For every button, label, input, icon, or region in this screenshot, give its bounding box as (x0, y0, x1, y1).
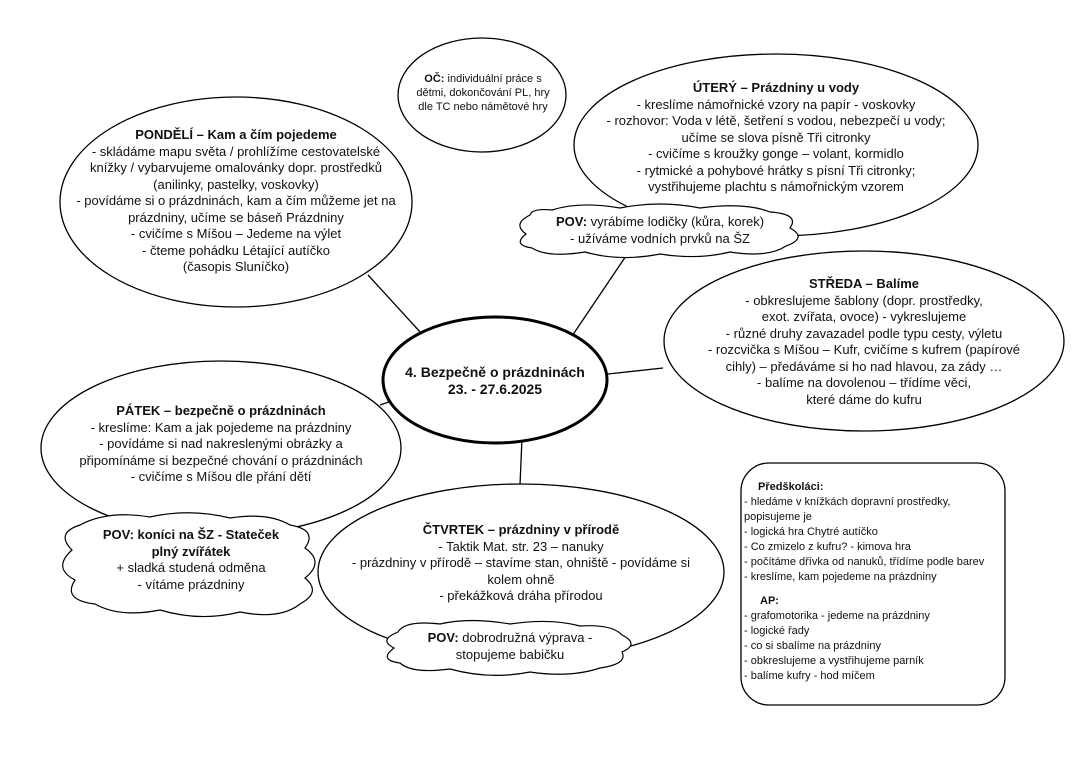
ap-title: AP: (760, 595, 779, 607)
friday-pov-text (66, 527, 316, 593)
monday-title: PONDĚLÍ (135, 127, 193, 142)
tuesday-line: vystřihujeme plachtu s námořnickým vzorem (648, 179, 904, 194)
oc-line-2: dětmi, dokončování PL, hry (416, 87, 550, 99)
friday-text (46, 403, 396, 486)
thursday-line: - překážková dráha přírodou (439, 588, 603, 603)
tuesday-title: ÚTERÝ – Prázdniny u vody (692, 80, 860, 95)
friday-pov-line-3: + sladká studená odměna (116, 560, 266, 575)
thursday-title: ČTVRTEK (422, 522, 485, 537)
friday-line: - cvičíme s Míšou dle přání dětí (130, 469, 312, 484)
monday-line: - cvičíme s Míšou – Jedeme na výlet (130, 226, 342, 241)
tuesday-line: - kreslíme námořnické vzory na papír - voskovky (636, 96, 916, 112)
monday-line: prázdniny, učíme se báseň Prázdniny (128, 209, 344, 225)
wednesday-line: - rozcvička s Míšou – Kufr, cvičíme s kufrem (papírové (707, 342, 1021, 357)
tuesday-text (576, 80, 976, 196)
center-title: 4. Bezpečně o prázdninách (405, 364, 585, 380)
thursday-subtitle: – prázdniny v přírodě (484, 522, 620, 537)
connector-tuesday (568, 250, 630, 342)
tuesday-pov-line-2: - užíváme vodních prvků na ŠZ (570, 230, 750, 246)
ap-item: - logické řady (744, 625, 810, 637)
friday-title: PÁTEK – bezpečně o prázdninách (116, 403, 326, 418)
wednesday-line: exot. zvířata, ovoce) - vykreslujeme (761, 309, 967, 324)
preschool-item: popisujeme je (744, 511, 812, 523)
friday-line: připomínáme si bezpečné chování o prázdninách (79, 452, 363, 468)
wednesday-line: - obkreslujeme šablony (dopr. prostředky, (745, 292, 983, 308)
tuesday-pov-lead: POV: (555, 214, 588, 229)
monday-line: - čteme pohádku Létající autíčko (142, 242, 330, 258)
oc-text (403, 72, 563, 114)
tuesday-line: - rytmické a pohybové hrátky s písní Tři citronky; (636, 162, 916, 178)
tuesday-pov-text (540, 214, 780, 247)
friday-line: - kreslíme: Kam a jak pojedeme na prázdniny (90, 419, 352, 435)
oc-lead: OČ: (424, 73, 445, 85)
ap-item: - grafomotorika - jedeme na prázdniny (744, 610, 930, 622)
thursday-pov-lead: POV: (427, 630, 459, 645)
ap-item: - balíme kufry - hod míčem (744, 670, 875, 682)
friday-pov-line-2: plný zvířátek (151, 543, 231, 559)
thursday-pov-line-1: dobrodružná výprava - (458, 630, 593, 645)
wednesday-title: STŘEDA – Balíme (808, 276, 920, 291)
tuesday-line: učíme se slova písně Tři citronky (681, 129, 871, 145)
tuesday-line: - rozhovor: Voda v létě, šetření s vodou, nebezpečí u vody; (606, 113, 946, 128)
preschool-item: - hledáme v knížkách dopravní prostředky, (744, 496, 951, 508)
wednesday-line: - různé druhy zavazadel podle typu cesty, výletu (725, 325, 1003, 341)
connector-wednesday (608, 368, 663, 374)
thursday-text (326, 522, 716, 605)
wednesday-line: které dáme do kufru (806, 391, 922, 407)
wednesday-line: - balíme na dovolenou – třídíme věci, (757, 375, 971, 390)
oc-line-3: dle TC nebo námětové hry (418, 101, 548, 113)
preschool-item: - logická hra Chytré autíčko (744, 526, 878, 538)
friday-line: - povídáme si nad nakreslenými obrázky a (99, 436, 343, 451)
wednesday-line: cihly) – předáváme si ho nad hlavou, za zády … (725, 358, 1003, 374)
connector-thursday (520, 438, 522, 485)
tuesday-line: - cvičíme s kroužky gonge – volant, kormidlo (648, 146, 904, 161)
monday-subtitle: – Kam a čím pojedeme (193, 127, 337, 142)
preschool-item: - Co zmizelo z kufru? - kimova hra (744, 541, 911, 553)
monday-line: - povídáme si o prázdninách, kam a čím můžeme jet na (76, 193, 396, 208)
monday-line: knížky / vybarvujeme omalovánky dopr. prostředků (90, 160, 382, 175)
friday-pov-line-4: - vítáme prázdniny (137, 576, 245, 592)
ap-item: - obkreslujeme a vystřihujeme parník (744, 655, 924, 667)
oc-line-1: individuální práce s (444, 73, 542, 85)
center-dates: 23. - 27.6.2025 (447, 381, 543, 397)
thursday-line: - prázdniny v přírodě – stavíme stan, ohniště - povídáme si (351, 555, 691, 570)
ap-item: - co si sbalíme na prázdniny (744, 640, 881, 652)
thursday-line: - Taktik Mat. str. 23 – nanuky (438, 538, 604, 554)
monday-text (66, 127, 406, 276)
tuesday-pov-line-1: vyrábíme lodičky (kůra, korek) (587, 214, 765, 229)
preschool-text (744, 480, 1002, 684)
monday-line: - skládáme mapu světa / prohlížíme cestovatelské (91, 143, 381, 159)
thursday-pov-line-2: stopujeme babičku (455, 646, 565, 662)
center-text (385, 364, 605, 398)
wednesday-text (666, 276, 1062, 408)
preschool-item: - kreslíme, kam pojedeme na prázdniny (744, 571, 937, 583)
monday-line: (anilinky, pastelky, voskovky) (153, 176, 319, 192)
monday-line: (časopis Sluníčko) (182, 259, 290, 274)
friday-pov-line-1: POV: koníci na ŠZ - Stateček (102, 527, 280, 542)
preschool-item: - počítáme dřívka od nanuků, třídíme podle barev (744, 556, 985, 568)
thursday-pov-text (400, 630, 620, 663)
preschool-title: Předškoláci: (758, 481, 824, 493)
thursday-line: kolem ohně (487, 571, 555, 587)
